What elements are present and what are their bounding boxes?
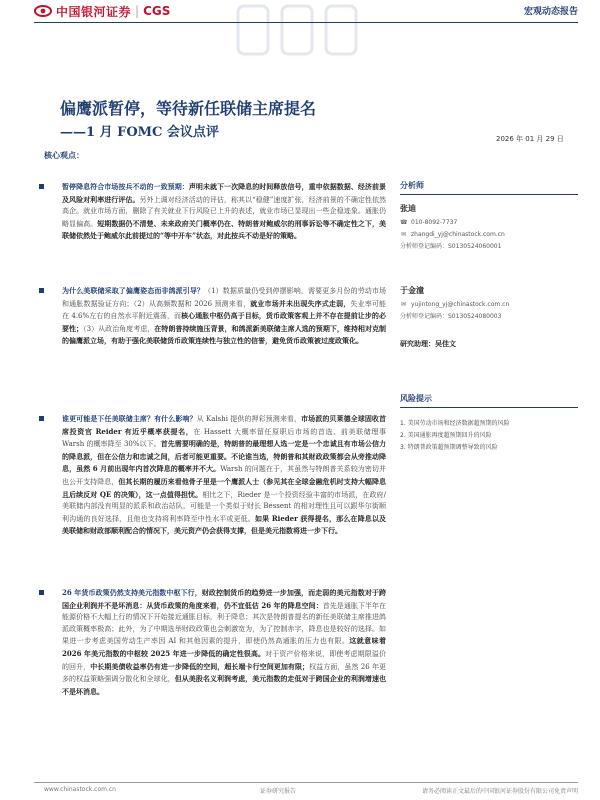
square-bullet-icon (39, 184, 44, 189)
core-points-label: 核心观点： (44, 151, 84, 160)
paragraph-bold: 但其长期的履历来看他骨子里是一个鹰派人士（参见其在全球金融危机时支持大幅降息且后续反对 QE 的决策），这一点值得担忧。 (62, 476, 387, 499)
square-bullet-icon (39, 590, 44, 595)
paragraph-lead: 26 年货币政策仍然支持美元指数中枢下行， (62, 588, 202, 597)
analyst-email-link[interactable]: yujintong_yj@chinastock.com.cn (411, 301, 510, 308)
analyst-heading: 分析师 (400, 180, 578, 195)
analyst-name: 张迪 (400, 204, 416, 213)
paragraph-text: 对于资产价格来说，即使考虑期限溢价的回升， (62, 649, 386, 671)
footer-divider (34, 782, 578, 783)
brand-name-cn: 中国银河证券 (56, 4, 132, 19)
paragraph-text: Warsh 的问题在于，其虽然与特朗普关系较为密切并也公开支持降息， (62, 465, 386, 486)
header-divider (34, 22, 578, 23)
risk-item: 2. 美国通胀再度超预期回升的风险 (400, 432, 492, 439)
paragraph-bold: 财政控制货币的趋势进一步加强，而走弱的美元指数对于跨国企业利润并不是坏消息：从货币政策的角度来看，仍不宜低估 26 年的降息空间： (62, 588, 386, 610)
paragraph-bold: 在特朗普持续施压背景，和鸽派新美联储主席人选的预期下，维持相对克制的偏鹰派立场，有助于强化美联储货币政策连续性与独立性的信誉，避免货币政策被过度政策化。 (62, 323, 386, 346)
sidebar (400, 160, 578, 454)
paragraph-lead: 谁更可能是下任美联储主席？有什么影响？ (62, 414, 197, 423)
brand-logo (34, 2, 204, 20)
analyst-reg-code: 分析师登记编码：S0130524080003 (400, 313, 502, 320)
email-icon: ✉ (400, 301, 407, 308)
paragraph-bold: 首先需要明确的是，特朗普的最理想人选一定是一个忠诚且有市场公信力的降息派，但在公信力和忠诚之间，后者可能更重要。不论谁当选，特朗普和其财政政策都会从旁推动降息，虽然 6 月前出现年内首次降息的概率并不大。 (62, 439, 387, 474)
analyst-phone-value: 010-8092-7737 (411, 219, 458, 226)
square-bullet-icon (39, 288, 44, 293)
paragraph-text: 首先是通胀下半年在能源价格不大幅上行的情况下开始接近通胀目标，利于降息；其次是特朗普提名的新任美联储主席推进鸽派政策概率极高；此外，为了中期选举财政政策也会刺激宽为，为了控制赤字，降息也是较好的选择。如果进一步考虑美国劳动生产率因 AI 和其他因素的提升，即使仍然高通胀的压力也有限。 (62, 601, 386, 646)
paragraph-lead: 暂停降息符合市场按兵不动的一致预期： (62, 182, 189, 191)
paragraph-text: 权益方面，虽然 26 年更多的权益策略强调分散化和全球化， (62, 662, 387, 684)
paragraph-lead: 为什么美联储采取了偏鹰姿态而非鸽派引导？ (62, 286, 205, 295)
paragraph-bold: 声明未就下一次降息的时间释放信号，重申依据数据、经济前景及风险对利率进行评估。 (62, 182, 387, 204)
paragraph-bold: 如果 Rieder 获得提名，那么在降息以及美联储和财政部顺利配合的情况下，美元资产仍会获得支撑，但是美元指数将进一步下行。 (62, 513, 387, 536)
risk-heading: 风险提示 (400, 393, 578, 408)
paragraph-4 (44, 587, 386, 698)
risk-item: 3. 特朗普政策超预期调整导致的风险 (400, 444, 498, 451)
cgs-watermark-icon (230, 0, 370, 58)
analyst-card (400, 203, 578, 253)
analyst-card (400, 285, 578, 323)
paragraph-bold: 就业市场并未出现失序式走弱， (250, 298, 351, 308)
email-icon: ✉ (400, 231, 407, 238)
paragraph-text: 从 Kalshi 提供的押彩预测来看， (196, 415, 302, 423)
paragraph-text: 相比之下，Rieder 是一个投资经验丰富的市场派，在政府/美联储内部没有明显的派系和政治站队，可能是一个类似于财长 Bessent 的相对理性且可以跟华尔街顺利沟通的良好选择，且他也支持将利率降至中性水平或更低。 (62, 490, 386, 523)
paragraph-bold: 短期数据仍不清楚、未来政府关门概率仍在、特朗普对鲍威尔的刑事诉讼等不确定性之下，美联储依然处于鲍威尔此前提过的“等中开车”状态，对此按兵不动是好的策略。 (62, 218, 387, 241)
footer-website[interactable]: www.chinastock.com.cn (44, 786, 116, 793)
paragraph-bold: 中长期美债收益率仍有进一步降低的空间，超长端卡行空间更加有限； (90, 661, 310, 671)
paragraph-bold: 这就意味着 2026 年美元指数的中枢较 2025 年进一步降低的确定性很高。 (62, 636, 386, 658)
footer-center: 证券研究报告 (260, 788, 297, 795)
phone-icon: ☎ (400, 219, 408, 226)
analyst-email[interactable] (400, 229, 578, 241)
analyst-name: 于金潼 (400, 286, 424, 295)
paragraph-3 (44, 413, 386, 538)
report-date: 2026 年 01 月 29 日 (496, 135, 564, 143)
paragraph-text: （1）数据质量仍受到停摆影响，需要更多月份的劳动市场和通胀数据验证方向；（2）从高频数据和 2026 预测来看， (62, 287, 387, 308)
analyst-email-link[interactable]: zhangdi_yj@chinastock.com.cn (411, 231, 505, 238)
analyst-email[interactable] (400, 299, 578, 311)
report-subtitle: ——1 月 FOMC 会议点评 (60, 125, 219, 140)
paragraph-2 (44, 285, 386, 348)
report-title: 偏鹰派暂停，等待新任联储主席提名 (60, 99, 317, 118)
brand-separator: | (135, 4, 140, 18)
paragraph-text: 另外上调对经济活动的评估，称其以“稳健”速度扩张，经济前景的不确定性依然高企。就业市场方面，删除了有关就业下行风险已上升的表述，就业市场已显现出一些企稳迹象。通胀仍略显偏高。 (62, 195, 387, 228)
risk-list (400, 418, 578, 454)
paragraph-text: （3）从政治角度考虑， (83, 324, 155, 333)
analyst-phone (400, 217, 578, 229)
research-assistant: 研究助理：吴佳文 (400, 340, 456, 348)
paragraph-text: 失业率可能在 4.6%左右的自然水平附近震荡，而 (62, 299, 387, 321)
paragraph-bold: 市场派的贝莱德全球固收首席投资官 Reider 有近乎概率获提名， (62, 414, 387, 436)
footer-disclaimer: 请务必阅读正文最后的中国银河证券股份有限公司免责声明 (421, 788, 578, 795)
paragraph-1 (44, 181, 386, 243)
analyst-reg-code: 分析师登记编码：S0130524060001 (400, 243, 502, 250)
paragraph-bold: 但从美股名义利润考虑，美元指数的走低对于跨国企业的利润增速也不是坏消息。 (62, 674, 387, 696)
brand-name-en: CGS (143, 4, 171, 18)
risk-item: 1. 美国劳动市场和经济数据超预期的风险 (400, 420, 510, 427)
square-bullet-icon (39, 416, 44, 421)
report-type: 宏观动态报告 (523, 7, 578, 17)
paragraph-text: 在 Hassett 大概率留任原职后市场的首选、前美联储理事 Warsh 的概率降至 30%以下。 (62, 427, 386, 449)
paragraph-bold: 核心通胀中枢仍高于目标，货币政策客观上并不存在提前让步的必要性； (62, 311, 386, 333)
galaxy-logo-icon (34, 4, 52, 18)
